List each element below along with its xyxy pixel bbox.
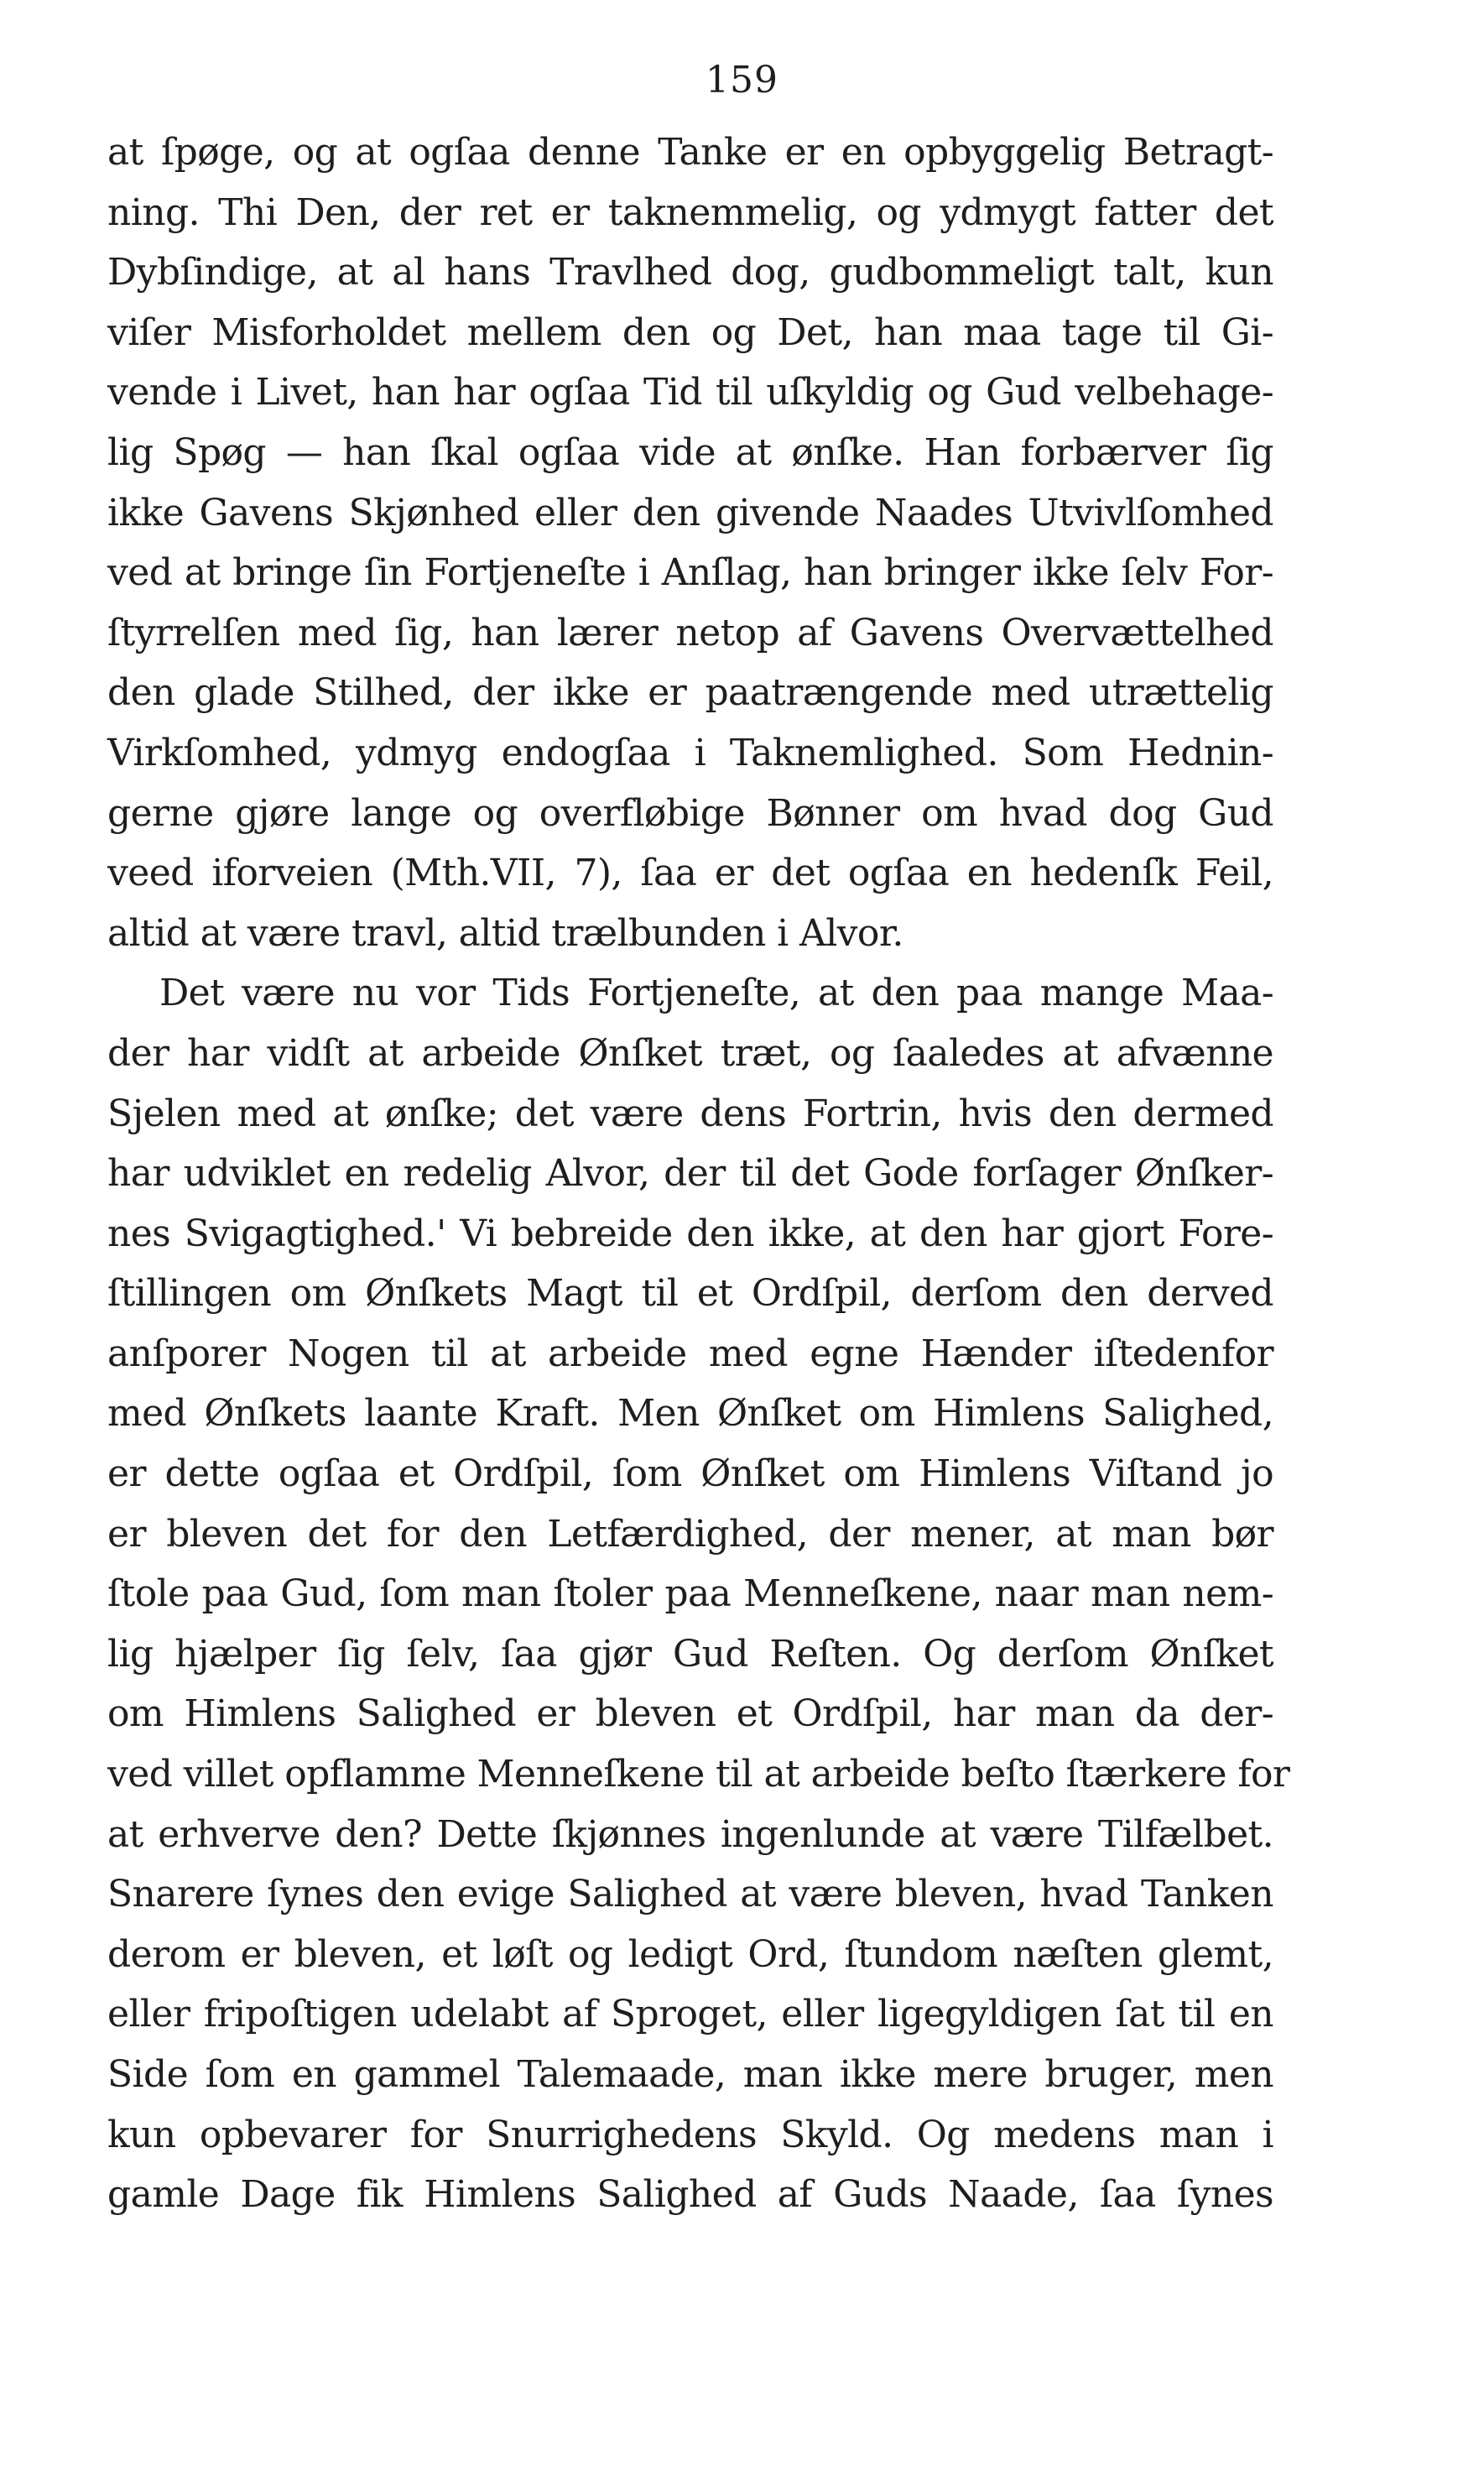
text-line: ved at bringe ſin Fortjeneſte i Anſlag, han bringer ikke ſelv For-	[107, 551, 1273, 595]
text-line: er dette ogſaa et Ordſpil, ſom Ønſket om Himlens Viſtand jo	[107, 1452, 1273, 1496]
text-line: lig hjælper ſig ſelv, ſaa gjør Gud Reſten. Og derſom Ønſket	[107, 1632, 1273, 1676]
text-line: har udviklet en redelig Alvor, der til det Gode forſager Ønſker-	[107, 1152, 1273, 1196]
paragraph-2	[107, 963, 1290, 2224]
text-line: med Ønſkets laante Kraft. Men Ønſket om Himlens Salighed,	[107, 1392, 1273, 1436]
text-line: Dybſindige, at al hans Travlhed dog, gudbommeligt talt, kun	[107, 251, 1273, 295]
text-line: Sjelen med at ønſke; det være dens Fortrin, hvis den dermed	[107, 1092, 1273, 1135]
text-line: kun opbevarer for Snurrighedens Skyld. Og medens man i	[107, 2113, 1273, 2156]
paragraph-1	[107, 122, 1273, 963]
text-line: gerne gjøre lange og overfløbige Bønner om hvad dog Gud	[107, 791, 1273, 835]
text-line: ning. Thi Den, der ret er taknemmelig, og ydmygt fatter det	[107, 190, 1273, 234]
text-line-first: Det være nu vor Tids Fortjeneſte, at den paa mange Maa-	[159, 972, 1273, 1015]
text-line: den glade Stilhed, der ikke er paatrængende med utrættelig	[107, 671, 1273, 715]
text-line: vende i Livet, han har ogſaa Tid til uſkyldig og Gud velbehage-	[107, 371, 1273, 414]
text-line: viſer Misforholdet mellem den og Det, han maa tage til Gi-	[107, 310, 1273, 354]
text-line: eller fripoſtigen udelabt af Sproget, eller ligegyldigen ſat til en	[107, 1993, 1273, 2036]
text-line: ved villet opflamme Menneſkene til at arbeide beſto ſtærkere for	[107, 1753, 1290, 1796]
text-line-last: altid at være travl, altid trælbunden i Alvor.	[107, 911, 903, 955]
text-line: gamle Dage fik Himlens Salighed af Guds Naade, ſaa ſynes	[107, 2173, 1273, 2217]
text-line: ſtyrrelſen med ſig, han lærer netop af Gavens Overvættelhed	[107, 611, 1273, 654]
text-line: ſtole paa Gud, ſom man ſtoler paa Menneſkene, naar man nem-	[107, 1572, 1273, 1616]
text-line: Side ſom en gammel Talemaade, man ikke mere bruger, men	[107, 2053, 1273, 2096]
text-line: at ſpøge, og at ogſaa denne Tanke er en opbyggelig Betragt-	[107, 131, 1273, 174]
page-number: 159	[706, 59, 778, 102]
text-line: lig Spøg — han ſkal ogſaa vide at ønſke. Han forbærver ſig	[107, 430, 1273, 474]
text-line: derom er bleven, et løſt og ledigt Ord, ſtundom næſten glemt,	[107, 1932, 1273, 1976]
text-line: nes Svigagtighed.' Vi bebreide den ikke, at den har gjort Fore-	[107, 1212, 1273, 1255]
text-line: at erhverve den? Dette ſkjønnes ingenlunde at være Tilfælbet.	[107, 1812, 1273, 1856]
text-line: veed iforveien (Mth.VII, 7), ſaa er det ogſaa en hedenſk Feil,	[107, 852, 1273, 895]
text-line: er bleven det for den Letfærdighed, der mener, at man bør	[107, 1512, 1273, 1556]
text-line: Virkſomhed, ydmyg endogſaa i Taknemlighed. Som Hednin-	[107, 731, 1273, 774]
text-line: Snarere ſynes den evige Salighed at være bleven, hvad Tanken	[107, 1873, 1273, 1916]
body-text	[107, 122, 1290, 2225]
text-line: der har vidſt at arbeide Ønſket træt, og ſaaledes at afvænne	[107, 1031, 1273, 1075]
text-line: ikke Gavens Skjønhed eller den givende Naades Utvivlſomhed	[107, 491, 1273, 534]
text-line: om Himlens Salighed er bleven et Ordſpil, har man da der-	[107, 1692, 1273, 1736]
text-line: anſporer Nogen til at arbeide med egne Hænder iſtedenfor	[107, 1332, 1273, 1375]
text-line: ſtillingen om Ønſkets Magt til et Ordſpil, derſom den derved	[107, 1272, 1273, 1316]
